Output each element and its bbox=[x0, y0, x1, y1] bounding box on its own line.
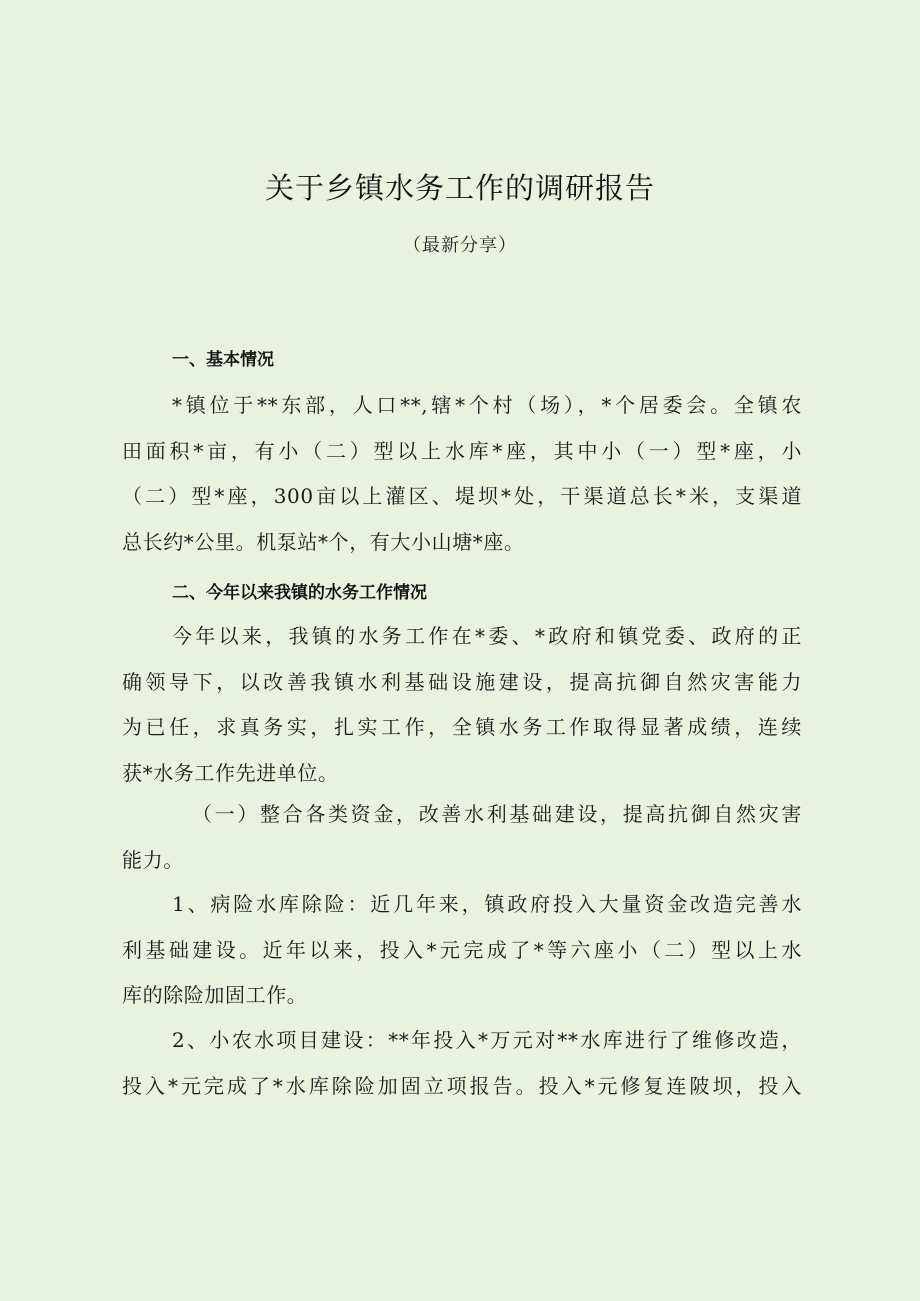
paragraph-line: 获*水务工作先进单位。 bbox=[122, 760, 339, 785]
paragraph-line: 总长约*公里。机泵站*个，有大小山塘*座。 bbox=[122, 529, 525, 554]
section-paragraph-basic-situation bbox=[122, 383, 802, 565]
paragraph-line: 田面积*亩，有小（二）型以上水库*座，其中小（一）型*座，小 bbox=[122, 438, 802, 463]
paragraph-line: （一）整合各类资金，改善水利基础建设，提高抗御自然灾害 bbox=[192, 802, 802, 826]
paragraph-line: 为已任，求真务实，扎实工作，全镇水务工作取得显著成绩，连续 bbox=[122, 715, 802, 739]
item-paragraph-small-farm-water bbox=[122, 1018, 802, 1109]
section-heading-basic-situation: 一、基本情况 bbox=[172, 350, 274, 370]
paragraph-line: 库的除险加固工作。 bbox=[122, 983, 308, 1007]
section-paragraph-water-work bbox=[122, 614, 802, 796]
paragraph-line: 确领导下，以改善我镇水利基础设施建设，提高抗御自然灾害能力 bbox=[122, 669, 802, 694]
paragraph-line: 能力。 bbox=[122, 847, 184, 872]
subsection-paragraph-integrate-funds bbox=[122, 792, 802, 883]
paragraph-line: 利基础建设。近年以来，投入*元完成了*等六座小（二）型以上水 bbox=[122, 937, 802, 962]
document-title: 关于乡镇水务工作的调研报告 bbox=[264, 171, 655, 205]
section-heading-water-work: 二、今年以来我镇的水务工作情况 bbox=[172, 583, 427, 603]
paragraph-line: 投入*元完成了*水库除险加固立项报告。投入*元修复连陂坝，投入 bbox=[122, 1073, 802, 1098]
paragraph-line: 2、小农水项目建设：**年投入*万元对**水库进行了维修改造， bbox=[172, 1028, 802, 1052]
document-subtitle: （最新分享） bbox=[403, 235, 517, 256]
item-paragraph-reservoir-risk bbox=[122, 882, 802, 1019]
paragraph-line: *镇位于**东部，人口**,辖*个村（场），*个居委会。全镇农 bbox=[172, 393, 802, 417]
paragraph-line: （二）型*座，300亩以上灌区、堤坝*处，干渠道总长*米，支渠道 bbox=[122, 484, 802, 508]
paragraph-line: 1、病险水库除险：近几年来，镇政府投入大量资金改造完善水 bbox=[172, 892, 802, 916]
paragraph-line: 今年以来，我镇的水务工作在*委、*政府和镇党委、政府的正 bbox=[172, 624, 802, 648]
